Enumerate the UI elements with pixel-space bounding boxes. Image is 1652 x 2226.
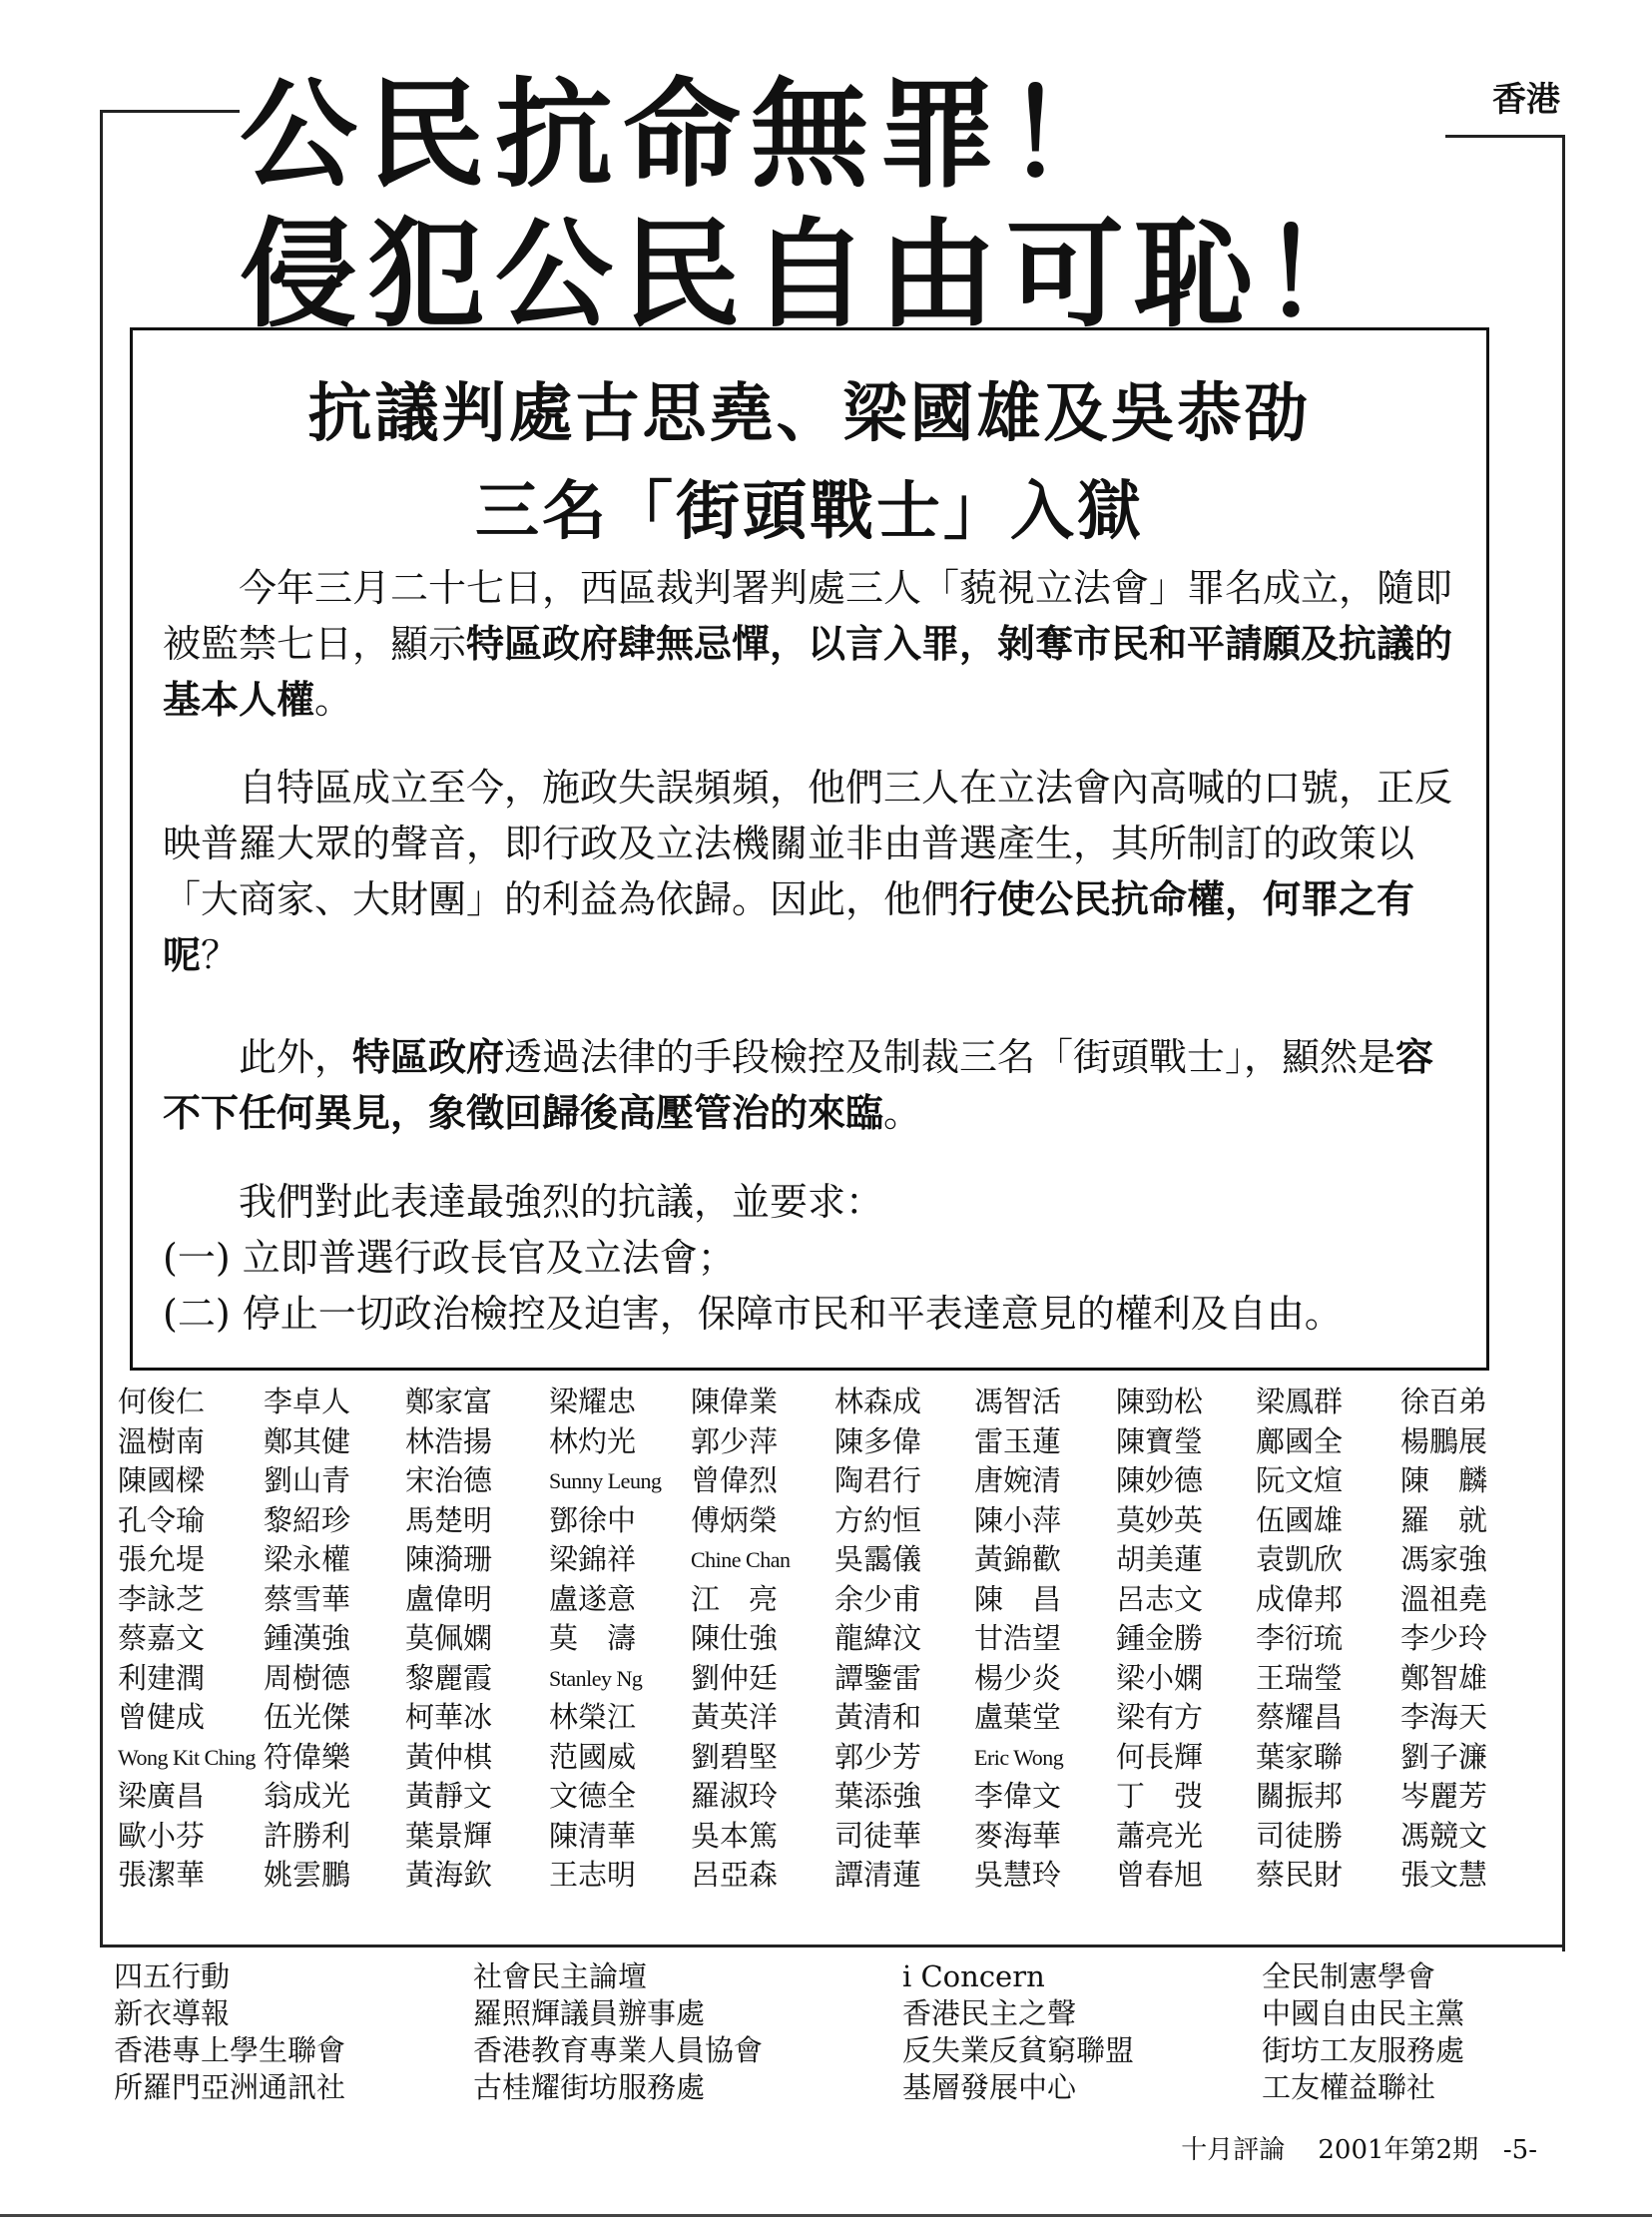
signatory-column (974, 1383, 1114, 1896)
signatory-name: 歐小芬 (118, 1818, 206, 1853)
signatory-name: 吳靄儀 (834, 1542, 922, 1576)
frame-line (100, 110, 240, 113)
signatory-name: 蕭亮光 (1116, 1818, 1204, 1853)
page-footer (1181, 2129, 1537, 2166)
signatory-name: 雷玉蓮 (974, 1423, 1062, 1458)
organisation-name: 社會民主論壇 (473, 1959, 648, 1993)
signatory-name: 鄺國全 (1256, 1423, 1344, 1458)
signatory-name: 李衍琉 (1256, 1621, 1344, 1655)
signatory-name: 鄧徐中 (549, 1502, 637, 1537)
signatory-name: 溫祖堯 (1400, 1581, 1488, 1616)
organisation-column (114, 1958, 345, 2106)
footer-page-number: -5- (1502, 2135, 1537, 2165)
paragraph-2 (133, 760, 1492, 983)
signatory-name: 司徒勝 (1256, 1818, 1344, 1853)
signatory-name: 鄭家富 (405, 1385, 493, 1418)
paragraph-2-end: ？ (201, 933, 240, 977)
signatory-name: 文德全 (549, 1779, 637, 1813)
signatory-name: 司徒華 (834, 1818, 922, 1853)
organisation-name: 新衣導報 (114, 1996, 231, 2030)
signatory-name: 吳慧玲 (974, 1858, 1062, 1892)
signatory-name: 張潔華 (118, 1858, 206, 1892)
signatory-name: 丁 弢 (1116, 1779, 1204, 1813)
signatory-name: 盧遂意 (549, 1581, 637, 1616)
signatory-name: 許勝利 (264, 1818, 351, 1853)
signatory-name: 伍國雄 (1256, 1502, 1344, 1537)
statement-title-1: 抗議判處古思堯、梁國雄及吳恭劭 (307, 377, 1312, 451)
signatory-name: 鄭智雄 (1400, 1660, 1488, 1695)
signatory-name: 翁成光 (264, 1779, 351, 1813)
signatory-name: 龍緯汶 (834, 1621, 922, 1655)
signatory-name: 成偉邦 (1256, 1581, 1344, 1616)
signatory-name: 甘浩望 (974, 1621, 1062, 1655)
signatory-name: 黎麗霞 (405, 1660, 493, 1695)
signatory-name: 陳仕強 (691, 1621, 779, 1655)
signatory-name: 麥海華 (974, 1818, 1062, 1853)
signatory-name: 郭少萍 (691, 1423, 779, 1458)
signatory-name: 溫樹南 (118, 1423, 206, 1458)
signatory-name: 黃錦歡 (974, 1542, 1062, 1576)
signatory-column (549, 1383, 689, 1896)
headline-line-1: 公民抗命無罪！ (240, 66, 1135, 204)
signatory-name: 陳清華 (549, 1818, 637, 1853)
signatory-column (691, 1383, 830, 1896)
signatory-name: 徐百弟 (1400, 1385, 1488, 1418)
signatory-name: 曾健成 (118, 1700, 206, 1734)
footer-publication: 十月評論 (1181, 2135, 1286, 2165)
signatory-name: 黃英洋 (691, 1700, 779, 1734)
signatory-name: 葉景輝 (405, 1818, 493, 1853)
signatory-name: 李海天 (1400, 1700, 1488, 1734)
organisation-column (1262, 1958, 1464, 2106)
organisation-name: 古桂耀街坊服務處 (473, 2070, 706, 2104)
signatory-name: 羅 就 (1400, 1502, 1488, 1537)
signatory-column (264, 1383, 403, 1896)
paragraph-3-emphasis-2: 容不下任何異見，象徵回歸後高壓管治的來臨 (163, 1034, 1434, 1135)
signatory-name: 蔡民財 (1256, 1858, 1344, 1892)
organisation-name: 街坊工友服務處 (1262, 2033, 1465, 2067)
signatory-name: 李偉文 (974, 1779, 1062, 1813)
signatory-name: 姚雲鵬 (264, 1858, 351, 1892)
signatory-name: 岑麗芳 (1400, 1779, 1488, 1813)
signatory-column (1400, 1383, 1540, 1896)
signatory-name: 楊鵬展 (1400, 1423, 1488, 1458)
signatory-name: 羅淑玲 (691, 1779, 779, 1813)
statement-title-2: 三名「街頭戰士」入獄 (475, 475, 1144, 549)
signatory-name: 李卓人 (264, 1385, 351, 1418)
signatory-name: 譚清蓮 (834, 1858, 922, 1892)
frame-line (100, 110, 103, 1947)
signatory-name: Stanley Ng (549, 1665, 643, 1691)
demand-item-2: (二) 停止一切政治檢控及迫害，保障市民和平表達意見的權利及自由。 (163, 1292, 1343, 1336)
signatory-name: Chine Chan (691, 1547, 791, 1572)
statement-box (130, 327, 1489, 1371)
signatory-name: 關振邦 (1256, 1779, 1344, 1813)
signatory-column (405, 1383, 545, 1896)
signatory-name: 黃海欽 (405, 1858, 493, 1892)
signatory-name: 黎紹珍 (264, 1502, 351, 1537)
organisation-column (473, 1958, 763, 2106)
paragraph-1-end: 。 (314, 678, 353, 722)
organisations-list (114, 1958, 1611, 2128)
signatory-name: 阮文煊 (1256, 1463, 1344, 1497)
signatory-name: 黃清和 (834, 1700, 922, 1734)
signatory-name: 傅炳榮 (691, 1502, 779, 1537)
signatory-name: 方約恒 (834, 1502, 922, 1537)
paragraph-1-text: 今年三月二十七日，西區裁判署判處三人「藐視立法會」罪名成立，隨即被監禁七日，顯示 (163, 566, 1453, 666)
signatory-name: 吳本篤 (691, 1818, 779, 1853)
signatory-name: Eric Wong (974, 1744, 1064, 1770)
signatory-name: 呂亞森 (691, 1858, 779, 1892)
region-label: 香港 (1492, 80, 1560, 120)
organisation-column (902, 1958, 1134, 2106)
signatory-name: 唐婉清 (974, 1463, 1062, 1497)
signatory-name: 莫妙英 (1116, 1502, 1204, 1537)
signatory-name: Sunny Leung (549, 1468, 662, 1493)
signatory-name: 周樹德 (264, 1660, 351, 1695)
signatory-name: 李詠芝 (118, 1581, 206, 1616)
signatory-name: 江 亮 (691, 1581, 779, 1616)
signatory-name: 梁有方 (1116, 1700, 1204, 1734)
signatory-name: 袁凱欣 (1256, 1542, 1344, 1576)
signatory-name: 范國威 (549, 1739, 637, 1774)
signatory-column (118, 1383, 258, 1896)
headline-line-2: 侵犯公民自由可恥！ (240, 206, 1390, 343)
organisation-name: 四五行動 (114, 1959, 231, 1993)
organisation-name: 全民制憲學會 (1262, 1959, 1436, 1993)
organisation-name: 羅照輝議員辦事處 (473, 1996, 706, 2030)
signatory-name: Wong Kit Ching (118, 1744, 256, 1770)
organisation-name: 香港民主之聲 (902, 1996, 1077, 2030)
footer-issue: 2001年第2期 (1318, 2135, 1479, 2165)
paragraph-1 (133, 560, 1492, 728)
signatory-name: 陶君行 (834, 1463, 922, 1497)
signatory-name: 孔令瑜 (118, 1502, 206, 1537)
organisation-name: i Concern (902, 1959, 1045, 1993)
signatory-name: 曾偉烈 (691, 1463, 779, 1497)
signatory-name: 劉子濂 (1400, 1739, 1488, 1774)
organisation-name: 香港專上學生聯會 (114, 2033, 346, 2067)
frame-line (1562, 135, 1565, 1951)
signatory-name: 李少玲 (1400, 1621, 1488, 1655)
paragraph-3-text-2: 透過法律的手段檢控及制裁三名「街頭戰士」，顯然是 (504, 1035, 1396, 1079)
signatory-name: 陳 昌 (974, 1581, 1062, 1616)
signatory-name: 陳 麟 (1400, 1463, 1488, 1497)
signatory-column (1116, 1383, 1256, 1896)
signatory-name: 利建潤 (118, 1660, 206, 1695)
signatory-name: 余少甫 (834, 1581, 922, 1616)
signatory-name: 劉碧堅 (691, 1739, 779, 1774)
signatory-name: 張允堤 (118, 1542, 206, 1576)
signatory-name: 楊少炎 (974, 1660, 1062, 1695)
organisation-name: 中國自由民主黨 (1262, 1996, 1465, 2030)
signatory-name: 蔡耀昌 (1256, 1700, 1344, 1734)
demands (133, 1174, 1492, 1342)
signatory-column (834, 1383, 974, 1896)
signatory-name: 梁錦祥 (549, 1542, 637, 1576)
signatory-name: 陳漪珊 (405, 1542, 493, 1576)
paragraph-3-emphasis: 特區政府 (352, 1034, 505, 1079)
signatory-name: 陳國樑 (118, 1463, 206, 1497)
signatory-name: 陳小萍 (974, 1502, 1062, 1537)
signatory-name: 柯華冰 (405, 1700, 493, 1734)
signatory-name: 陳妙德 (1116, 1463, 1204, 1497)
signatory-name: 王志明 (549, 1858, 637, 1892)
page-edge-line (0, 2214, 1652, 2217)
signatory-name: 劉仲廷 (691, 1660, 779, 1695)
signatory-name: 梁永權 (264, 1542, 351, 1576)
paragraph-3-end: 。 (883, 1091, 922, 1135)
demands-intro: 我們對此表達最強烈的抗議，並要求： (239, 1180, 884, 1224)
signatory-column (1256, 1383, 1395, 1896)
paragraph-3-text: 此外， (239, 1035, 353, 1079)
signatory-name: 伍光傑 (264, 1700, 351, 1734)
signatory-name: 葉家聯 (1256, 1739, 1344, 1774)
organisation-name: 香港教育專業人員協會 (473, 2033, 764, 2067)
signatory-name: 林浩揚 (405, 1423, 493, 1458)
signatory-name: 鄭其健 (264, 1423, 351, 1458)
signatory-name: 蔡嘉文 (118, 1621, 206, 1655)
signatory-name: 王瑞瑩 (1256, 1660, 1344, 1695)
signatory-name: 黃仲棋 (405, 1739, 493, 1774)
signatory-name: 鍾金勝 (1116, 1621, 1204, 1655)
signatory-name: 黃靜文 (405, 1779, 493, 1813)
signatory-name: 盧偉明 (405, 1581, 493, 1616)
signatory-name: 鍾漢強 (264, 1621, 351, 1655)
paragraph-2-emphasis: 行使公民抗命權，何罪之有呢 (163, 876, 1415, 977)
signatory-name: 林森成 (834, 1385, 922, 1418)
signatory-name: 梁耀忠 (549, 1385, 637, 1418)
signatory-name: 莫佩嫻 (405, 1621, 493, 1655)
signatory-name: 何長輝 (1116, 1739, 1204, 1774)
signatory-name: 馮家強 (1400, 1542, 1488, 1576)
organisation-name: 所羅門亞洲通訊社 (114, 2070, 346, 2104)
signatory-name: 梁廣昌 (118, 1779, 206, 1813)
signatory-name: 林灼光 (549, 1423, 637, 1458)
signatories-list (118, 1383, 1515, 1922)
signatory-name: 符偉樂 (264, 1739, 351, 1774)
signatory-name: 葉添強 (834, 1779, 922, 1813)
signatory-name: 馮競文 (1400, 1818, 1488, 1853)
signatory-name: 陳勁松 (1116, 1385, 1204, 1418)
organisation-name: 反失業反貧窮聯盟 (902, 2033, 1135, 2067)
signatory-name: 劉山青 (264, 1463, 351, 1497)
signatory-name: 陳寶瑩 (1116, 1423, 1204, 1458)
signatory-name: 宋治德 (405, 1463, 493, 1497)
paragraph-2-text: 自特區成立至今，施政失誤頻頻，他們三人在立法會內高喊的口號，正反映普羅大眾的聲音，即行政及立法機關並非由普選產生，其所制訂的政策以「大商家、大財團」的利益為依歸。因此，他們 (163, 766, 1453, 921)
paragraph-3 (133, 1029, 1492, 1141)
paragraph-1-emphasis: 特區政府肆無忌憚，以言入罪，剝奪市民和平請願及抗議的基本人權 (163, 621, 1453, 722)
signatory-name: 張文慧 (1400, 1858, 1488, 1892)
organisation-name: 工友權益聯社 (1262, 2070, 1436, 2104)
signatory-name: 陳偉業 (691, 1385, 779, 1418)
signatory-name: 馮智活 (974, 1385, 1062, 1418)
signatory-name: 郭少芳 (834, 1739, 922, 1774)
signatory-name: 馬楚明 (405, 1502, 493, 1537)
signatory-name: 蔡雪華 (264, 1581, 351, 1616)
signatory-name: 林榮江 (549, 1700, 637, 1734)
frame-line (100, 1945, 1565, 1948)
signatory-name: 譚鑒雷 (834, 1660, 922, 1695)
signatory-name: 盧葉堂 (974, 1700, 1062, 1734)
signatory-name: 呂志文 (1116, 1581, 1204, 1616)
signatory-name: 胡美蓮 (1116, 1542, 1204, 1576)
signatory-name: 梁小嫻 (1116, 1660, 1204, 1695)
signatory-name: 何俊仁 (118, 1385, 206, 1418)
signatory-name: 莫 濤 (549, 1621, 637, 1655)
demand-item-1: (一) 立即普選行政長官及立法會； (163, 1236, 736, 1280)
signatory-name: 曾春旭 (1116, 1858, 1204, 1892)
organisation-name: 基層發展中心 (902, 2070, 1077, 2104)
signatory-name: 梁鳳群 (1256, 1385, 1344, 1418)
signatory-name: 陳多偉 (834, 1423, 922, 1458)
